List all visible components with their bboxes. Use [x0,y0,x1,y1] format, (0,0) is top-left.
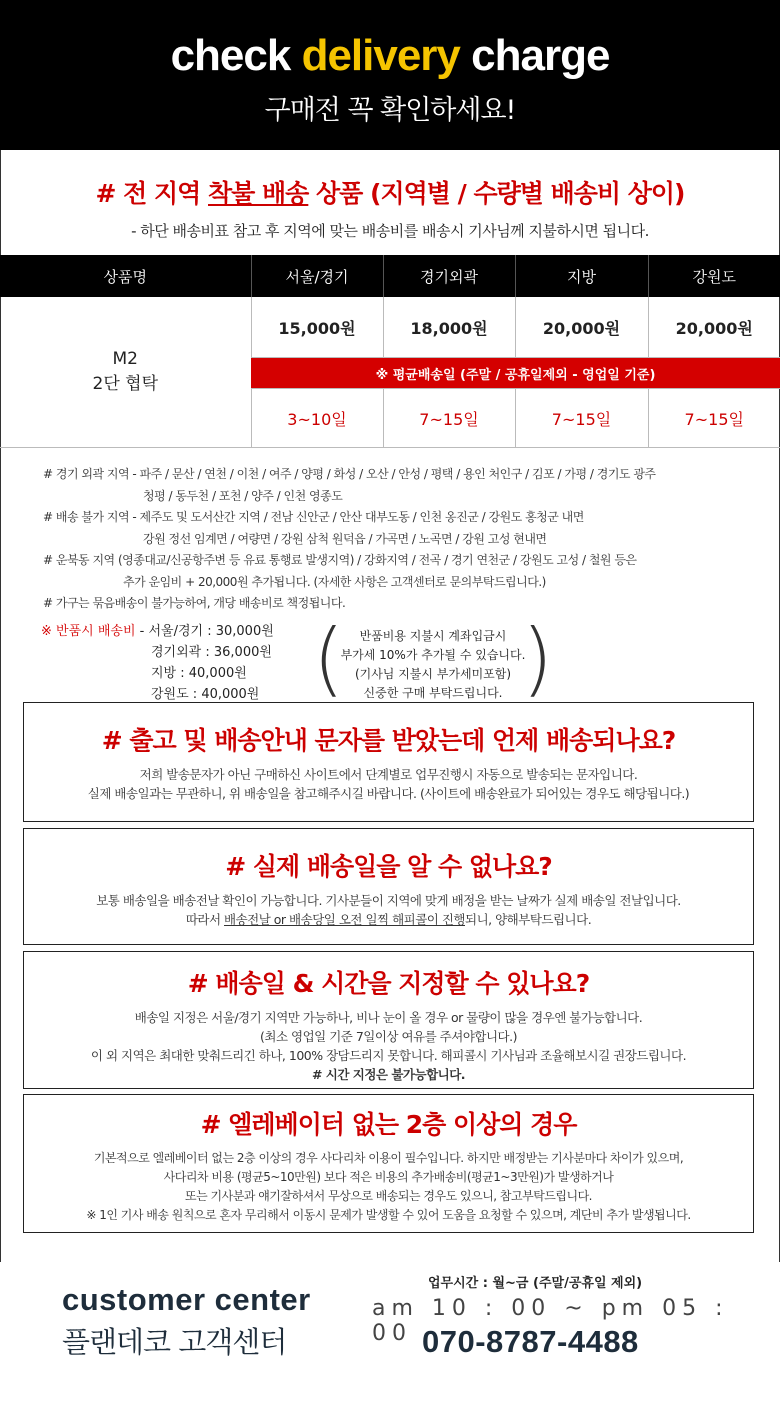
note-line: # 경기 외곽 지역 - 파주 / 문산 / 연천 / 이천 / 여주 / 양평 / 화성 / 오산 / 안성 / 평택 / 용인 처인구 / 김포 / 가평 / 경기도 광주 [43,467,656,481]
header-banner [0,0,780,150]
price-seoul: 15,000원 [251,297,383,358]
header-subtitle: 구매전 꼭 확인하세요! [264,95,516,126]
return-fee-gangwon: 강원도 : 40,000원 [151,686,260,702]
price-province: 20,000원 [515,297,648,358]
notice-title-prefix: # 전 지역 [95,179,209,208]
header-title [0,30,780,82]
faq-body-line [24,910,753,929]
return-fee-list [41,621,274,705]
faq-body-line: 또는 기사분과 얘기잘하셔서 무상으로 배송되는 경우도 있으니, 참고부탁드립니다. [185,1189,592,1203]
return-fee-section [1,611,779,711]
table-header-row [0,255,780,297]
days-gangwon: 7~15일 [648,389,780,448]
faq-body [24,891,753,929]
note-line: # 운북동 지역 (영종대교/신공항주변 등 유료 통행료 발생지역) / 강화지역 / 전곡 / 경기 연천군 / 강원도 고성 / 철원 등은 [43,553,637,567]
note-line: # 배송 불가 지역 - 제주도 및 도서산간 지역 / 전남 신안군 / 안산 대부도동 / 인천 옹진군 / 강원도 홍청군 내면 [43,510,584,524]
header-seoul: 서울/경기 [251,255,383,297]
header-province: 지방 [515,255,648,297]
return-fee-label: ※ 반품시 배송비 [41,623,136,639]
note-line: 추가 운임비 + 20,000원 추가됩니다. (자세한 사항은 고객센터로 문의부탁드립니다.) [123,574,546,589]
return-note-line: 반품비용 지불시 계좌입금시 [359,628,507,643]
business-hours-label: 업무시간 : 월~금 (주말/공휴일 제외) [428,1276,643,1291]
business-hours: am 10 : 00 ~ pm 05 : 00 [372,1296,729,1346]
faq-box-no-elevator [23,1094,754,1233]
faq-title: # 출고 및 배송안내 문자를 받았는데 언제 배송되나요? [101,726,676,755]
product-desc: 2단 협탁 [92,374,158,394]
customer-center-title-en: customer center [62,1282,311,1317]
faq-box-date-time [23,951,754,1089]
table-row-price [0,297,780,358]
phone-number[interactable]: 070-8787-4488 [422,1324,639,1359]
days-gyeonggi-outer: 7~15일 [383,389,515,448]
faq-body-line [24,1065,753,1084]
faq-title: # 실제 배송일을 알 수 없나요? [225,852,552,881]
faq-body-line: 기본적으로 엘레베이터 없는 2층 이상의 경우 사다리차 이용이 필수입니다. 하지만 배정받는 기사분마다 차이가 있으며, [93,1151,684,1165]
note-line: 강원 정선 임계면 / 여량면 / 강원 삼척 원덕읍 / 가곡면 / 노곡면 / 강원 고성 현내면 [143,531,547,546]
faq-body-line: ※ 1인 기사 배송 원칙으로 혼자 무리해서 이동시 문제가 발생할 수 있어 도움을 요청할 수 있으며, 계단비 추가 발생됩니다. [86,1208,691,1222]
return-fee-gyeonggi-outer: 경기외곽 : 36,000원 [151,644,272,660]
notice-title-underlined: 착불 배송 [208,179,309,208]
product-cell [0,297,251,448]
faq-body-text: 따라서 [185,912,225,927]
faq-body-line: 실제 배송일과는 무관하니, 위 배송일을 참고해주시길 바랍니다. (사이트에 배송완료가 되어있는 경우도 해당됩니다.) [87,786,690,801]
header-gyeonggi-outer: 경기외곽 [383,255,515,297]
note-line: 청평 / 동두천 / 포천 / 양주 / 인천 영종도 [143,488,343,503]
header-product: 상품명 [0,255,251,297]
notice-title-suffix: 상품 (지역별 / 수량별 배송비 상이) [308,179,685,208]
avg-delivery-banner: ※ 평균배송일 (주말 / 공휴일제외 - 영업일 기준) [251,358,780,389]
faq-body [24,1008,753,1084]
return-fee-line [41,621,274,642]
faq-body-line: 이 외 지역은 최대한 맞춰드리긴 하나, 100% 장담드리지 못합니다. 해피콜시 기사님과 조율해보시길 권장드립니다. [90,1048,687,1063]
delivery-fee-table [0,255,780,448]
return-note-line: (기사님 지불시 부가세미포함) [354,666,512,681]
faq-body-line: 사다리차 비용 (평균5~10만원) 보다 적은 비용의 추가배송비(평균1~3만원)가 발생하거나 [163,1170,614,1184]
right-paren-glyph: ) [521,611,553,705]
return-note-line: 부가세 10%가 추가될 수 있습니다. [340,647,526,662]
faq-box-delivery-sms [23,702,754,822]
price-gangwon: 20,000원 [648,297,780,358]
return-fee-province: 지방 : 40,000원 [151,665,247,681]
notice-subtitle: - 하단 배송비표 참고 후 지역에 맞는 배송비를 배송시 기사님께 지불하시면 됩니다. [131,222,649,240]
days-province: 7~15일 [515,389,648,448]
product-name: M2 [112,349,138,369]
faq-body-text: 되니, 양해부탁드립니다. [465,912,592,927]
notice-section [1,150,779,255]
title-word-charge: charge [471,31,610,80]
price-gyeonggi-outer: 18,000원 [383,297,515,358]
faq-body [24,1149,753,1225]
notice-title [1,174,779,210]
faq-body-underlined: 배송전날 or 배송당일 오전 일찍 해피콜이 진행 [224,912,465,927]
customer-center-footer [0,1262,780,1402]
faq-body-line: (최소 영업일 기준 7일이상 여유를 주셔야합니다.) [260,1029,517,1044]
faq-body-line: 배송일 지정은 서울/경기 지역만 가능하나, 비나 눈이 올 경우 or 물량이 많을 경우엔 불가능합니다. [134,1010,643,1025]
faq-title: # 배송일 & 시간을 지정할 수 있나요? [187,969,590,998]
return-fee-note [313,611,553,705]
left-paren-glyph: ( [313,611,345,705]
return-note-text [313,625,553,703]
faq-body-line: 저희 발송문자가 아닌 구매하신 사이트에서 단계별로 업무진행시 자동으로 발송되는 문자입니다. [139,767,638,782]
faq-body [24,765,753,803]
title-word-check: check [170,31,291,80]
faq-title: # 엘레베이터 없는 2층 이상의 경우 [200,1110,577,1139]
faq-box-delivery-date [23,828,754,945]
customer-center-title-ko: 플랜데코 고객센터 [62,1325,287,1359]
return-fee-seoul: - 서울/경기 : 30,000원 [135,623,274,639]
header-gangwon: 강원도 [648,255,780,297]
days-seoul: 3~10일 [251,389,383,448]
title-word-delivery: delivery [301,31,460,80]
return-note-line: 신중한 구매 부탁드립니다. [363,685,503,700]
note-line: # 가구는 묶음배송이 불가능하여, 개당 배송비로 책정됩니다. [43,596,346,610]
faq-body-line: 보통 배송일을 배송전날 확인이 가능합니다. 기사분들이 지역에 맞게 배정을 받는 날짜가 실제 배송일 전날입니다. [96,893,681,908]
faq-body-bold: # 시간 지정은 불가능합니다. [311,1067,466,1082]
notes-section [1,448,779,615]
